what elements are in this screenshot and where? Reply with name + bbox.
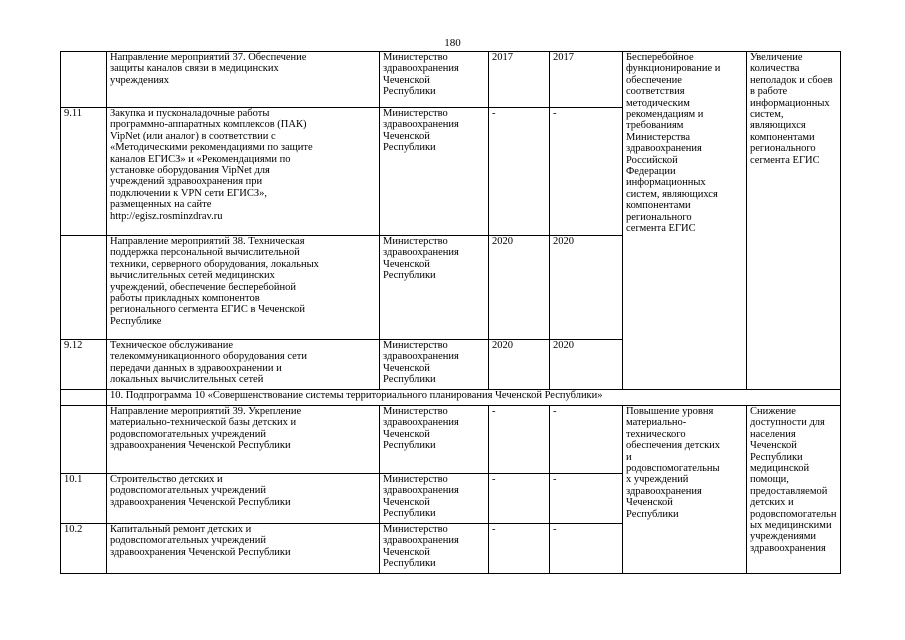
table-row [61, 52, 841, 108]
section-title: 10. Подпрограмма 10 «Совершенствование системы территориального планирования Чеченской Республики» [107, 390, 841, 406]
executor: Министерство здравоохранения Чеченской Республики [380, 236, 489, 340]
end-year: 2017 [550, 52, 623, 108]
executor: Министерство здравоохранения Чеченской Республики [380, 524, 489, 574]
start-year: - [489, 406, 550, 474]
measure-name: Направление мероприятий 39. Укрепление материально-технической базы детских и родовспомогательных учреждений здравоохранения Чеченской Республики [107, 406, 380, 474]
non-implementation-consequence: Увеличение количества неполадок и сбоев в работе информационных систем, являющихся компонентами регионального сегмента ЕГИС [747, 52, 841, 390]
expected-result: Бесперебойное функционирование и обеспечение соответствия методическим рекомендациям и требованиям Министерства здравоохранения Российской Федерации информационных систем, являющихся компонентами регионального сегмента ЕГИС [623, 52, 747, 390]
executor: Министерство здравоохранения Чеченской Республики [380, 108, 489, 236]
row-number [61, 52, 107, 108]
measure-name: Техническое обслуживание телекоммуникационного оборудования сети передачи данных в здравоохранении и локальных вычислительных сетей [107, 340, 380, 390]
row-number [61, 236, 107, 340]
measure-name: Строительство детских и родовспомогательных учреждений здравоохранения Чеченской Республики [107, 474, 380, 524]
row-number: 9.12 [61, 340, 107, 390]
executor: Министерство здравоохранения Чеченской Республики [380, 406, 489, 474]
measure-name: Направление мероприятий 37. Обеспечение защиты каналов связи в медицинских учреждениях [107, 52, 380, 108]
end-year: - [550, 524, 623, 574]
program-measures-table [60, 51, 841, 574]
start-year: 2017 [489, 52, 550, 108]
end-year: - [550, 108, 623, 236]
end-year: 2020 [550, 340, 623, 390]
end-year: 2020 [550, 236, 623, 340]
non-implementation-consequence: Снижение доступности для населения Чеченской Республики медицинской помощи, предоставляемой детских и родовспомогательн ых медицинскими учреждениями здравоохранения [747, 406, 841, 574]
end-year: - [550, 406, 623, 474]
end-year: - [550, 474, 623, 524]
start-year: 2020 [489, 236, 550, 340]
executor: Министерство здравоохранения Чеченской Республики [380, 340, 489, 390]
measure-name: Закупка и пусконаладочные работы программно-аппаратных комплексов (ПАК) VipNet (или аналог) в соответствии с «Методическими рекомендациями по защите каналов ЕГИСЗ» и «Рекомендациями по установке оборудования VipNet для учреждений здравоохранения при подключении к VPN сети ЕГИСЗ», размещенных на сайте http://egisz.rosminzdrav.ru [107, 108, 380, 236]
executor: Министерство здравоохранения Чеченской Республики [380, 52, 489, 108]
row-number [61, 406, 107, 474]
row-number: 10.1 [61, 474, 107, 524]
row-number: 9.11 [61, 108, 107, 236]
expected-result: Повышение уровня материально- технического обеспечения детских и родовспомогательны х учреждений здравоохранения Чеченской Республики [623, 406, 747, 574]
measure-name: Капитальный ремонт детских и родовспомогательных учреждений здравоохранения Чеченской Республики [107, 524, 380, 574]
row-number: 10.2 [61, 524, 107, 574]
measure-name: Направление мероприятий 38. Техническая поддержка персональной вычислительной техники, серверного оборудования, локальных вычислительных сетей медицинских учреждений, обеспечение бесперебойной работы прикладных компонентов регионального сегмента ЕГИС в Чеченской Республике [107, 236, 380, 340]
page-number: 180 [444, 37, 461, 49]
start-year: - [489, 108, 550, 236]
start-year: 2020 [489, 340, 550, 390]
section-header-row [61, 390, 841, 406]
start-year: - [489, 524, 550, 574]
table-row [61, 406, 841, 474]
executor: Министерство здравоохранения Чеченской Республики [380, 474, 489, 524]
start-year: - [489, 474, 550, 524]
